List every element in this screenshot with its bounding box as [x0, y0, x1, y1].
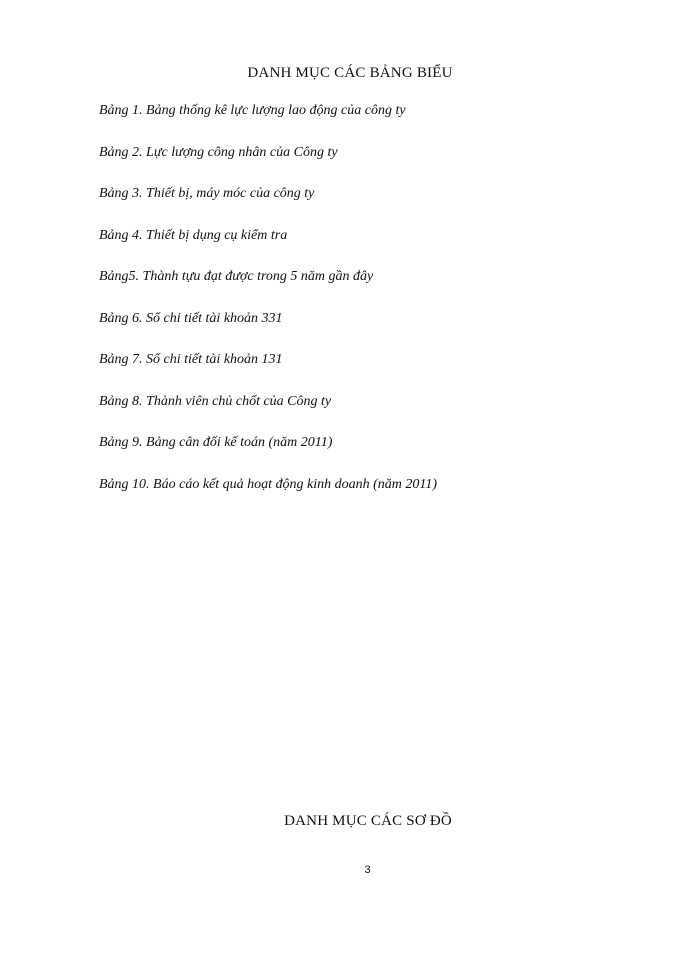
table-list-item: Bảng 2. Lực lượng công nhân của Công ty [99, 144, 338, 160]
table-list-item: Bảng 1. Bảng thống kê lực lượng lao động của công ty [99, 103, 406, 118]
tables-list [99, 102, 437, 517]
table-list-item: Bảng 8. Thành viên chủ chốt của Công ty [99, 393, 332, 409]
page-number: 3 [364, 864, 371, 876]
table-list-item: Bảng5. Thành tựu đạt được trong 5 năm gần đây [99, 269, 374, 284]
table-list-item: Bảng 10. Báo cáo kết quả hoạt động kinh doanh (năm 2011) [99, 476, 438, 492]
diagrams-list-heading: DANH MỤC CÁC SƠ ĐỒ [284, 813, 452, 829]
table-list-item: Bảng 4. Thiết bị dụng cụ kiểm tra [99, 227, 288, 243]
table-list-item: Bảng 7. Sổ chi tiết tài khoản 131 [99, 352, 283, 367]
tables-list-heading: DANH MỤC CÁC BẢNG BIỂU [247, 65, 453, 81]
table-list-item: Bảng 9. Bảng cân đối kế toán (năm 2011) [99, 435, 333, 450]
table-list-item: Bảng 6. Sổ chi tiết tài khoản 331 [99, 310, 283, 326]
table-list-item: Bảng 3. Thiết bị, máy móc của công ty [99, 186, 315, 201]
